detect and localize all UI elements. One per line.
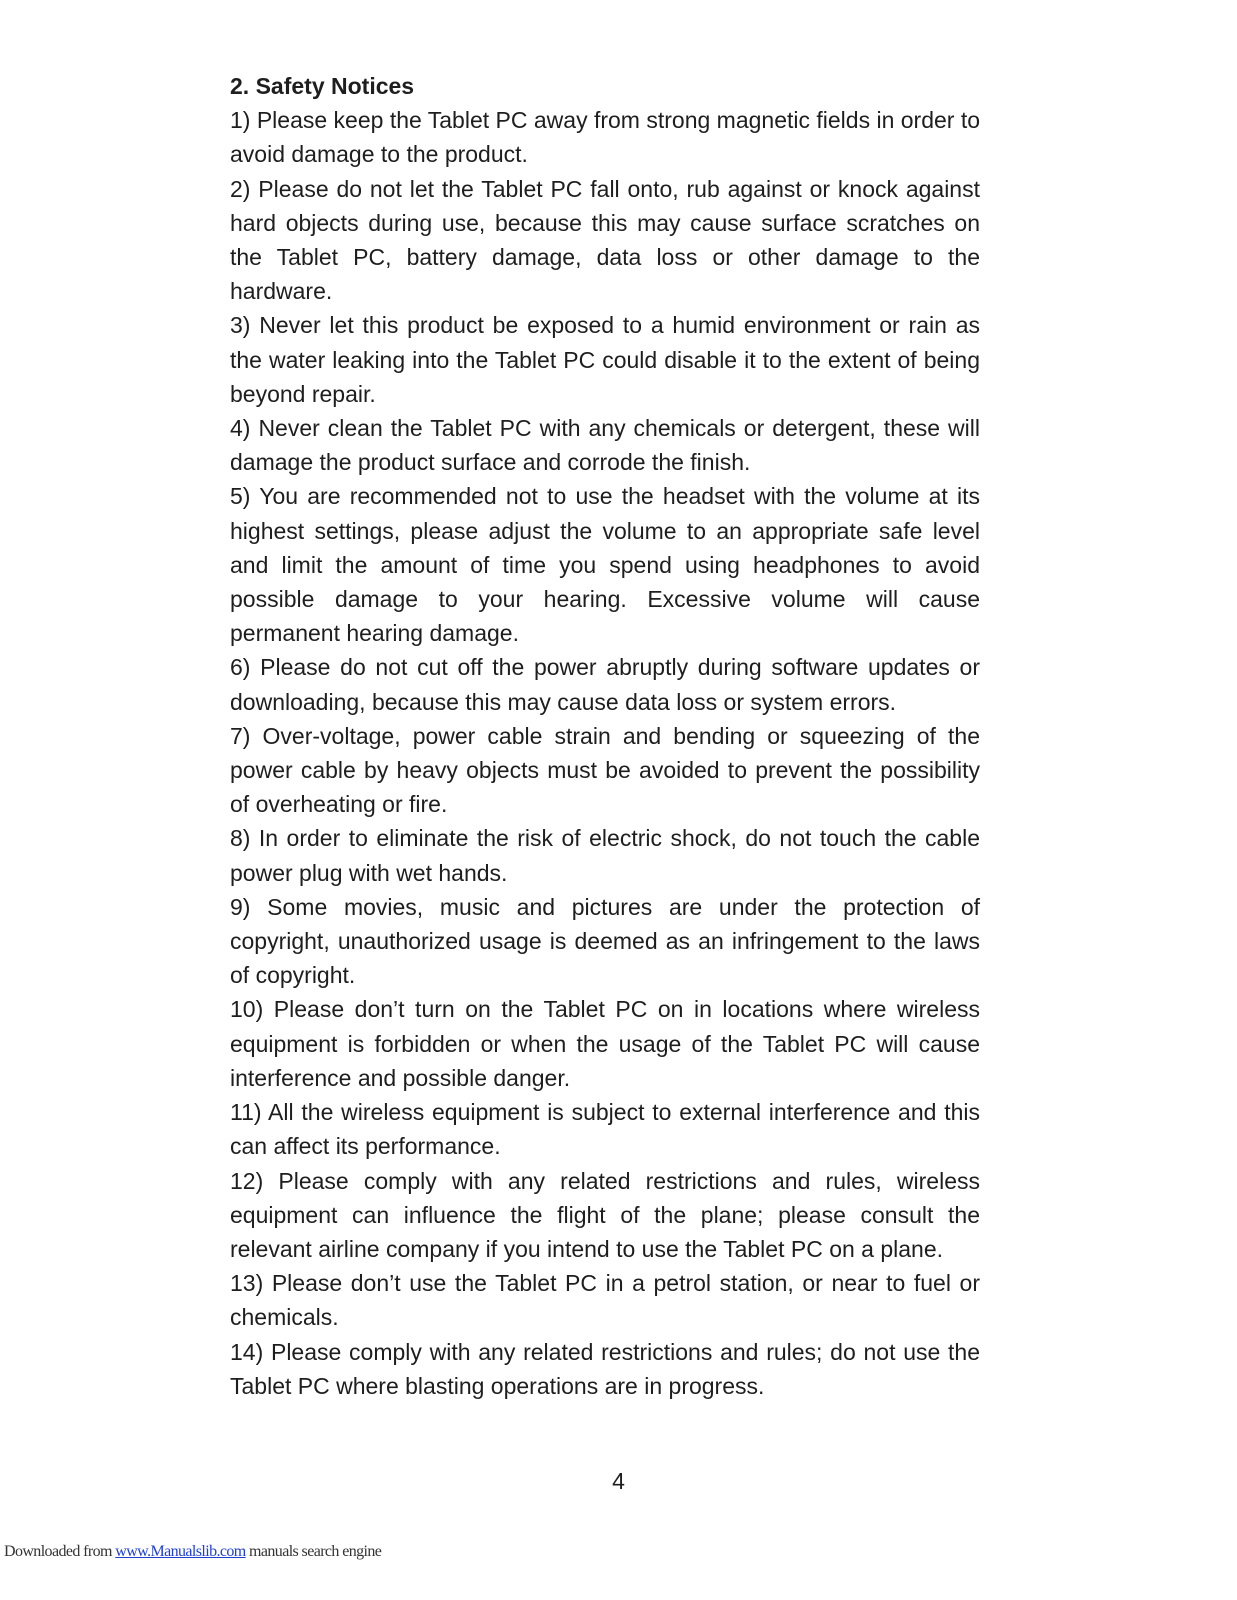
notice-item: 8) In order to eliminate the risk of electric shock, do not touch the cable power plug with wet hands.	[230, 825, 980, 886]
notice-item: 10) Please don’t turn on the Tablet PC on in locations where wireless equipment is forbidden or when the usage of the Tablet PC will cause interference and possible danger.	[230, 996, 980, 1091]
notice-item: 14) Please comply with any related restrictions and rules; do not use the Tablet PC where blasting operations are in progress.	[230, 1338, 980, 1399]
notice-item: 4) Never clean the Tablet PC with any chemicals or detergent, these will damage the product surface and corrode the finish.	[230, 415, 980, 476]
section-heading: 2. Safety Notices	[230, 73, 415, 99]
notice-item: 3) Never let this product be exposed to a humid environment or rain as the water leaking into the Tablet PC could disable it to the extent of being beyond repair.	[230, 312, 980, 407]
notice-item: 2) Please do not let the Tablet PC fall onto, rub against or knock against hard objects during use, because this may cause surface scratches on the Tablet PC, battery damage, data loss or other damage to the hardware.	[230, 175, 980, 305]
safety-notices-section	[230, 69, 980, 1403]
notices-list	[230, 103, 980, 1403]
footer-suffix: manuals search engine	[245, 1543, 382, 1560]
notice-item: 11) All the wireless equipment is subject to external interference and this can affect its performance.	[230, 1099, 980, 1160]
notice-item: 7) Over-voltage, power cable strain and bending or squeezing of the power cable by heavy objects must be avoided to prevent the possibility of overheating or fire.	[230, 722, 980, 818]
page-number: 4	[612, 1468, 625, 1494]
notice-item: 9) Some movies, music and pictures are under the protection of copyright, unauthorized usage is deemed as an infringement to the laws of copyright.	[230, 893, 980, 989]
notice-item: 1) Please keep the Tablet PC away from strong magnetic fields in order to avoid damage to the product.	[230, 107, 981, 168]
notice-item: 5) You are recommended not to use the headset with the volume at its highest settings, please adjust the volume to an appropriate safe level and limit the amount of time you spend using headphones to avoid possible damage to your hearing. Excessive volume will cause permanent hearing damage.	[230, 483, 980, 647]
footer-prefix: Downloaded from	[4, 1543, 116, 1560]
notice-item: 12) Please comply with any related restrictions and rules, wireless equipment can influence the flight of the plane; please consult the relevant airline company if you intend to use the Tablet PC on a plane.	[230, 1167, 980, 1262]
download-footer	[4, 1541, 381, 1563]
notice-item: 13) Please don’t use the Tablet PC in a petrol station, or near to fuel or chemicals.	[230, 1270, 980, 1331]
notice-item: 6) Please do not cut off the power abruptly during software updates or downloading, because this may cause data loss or system errors.	[230, 654, 980, 715]
manualslib-link[interactable]: www.Manualslib.com	[115, 1543, 246, 1560]
